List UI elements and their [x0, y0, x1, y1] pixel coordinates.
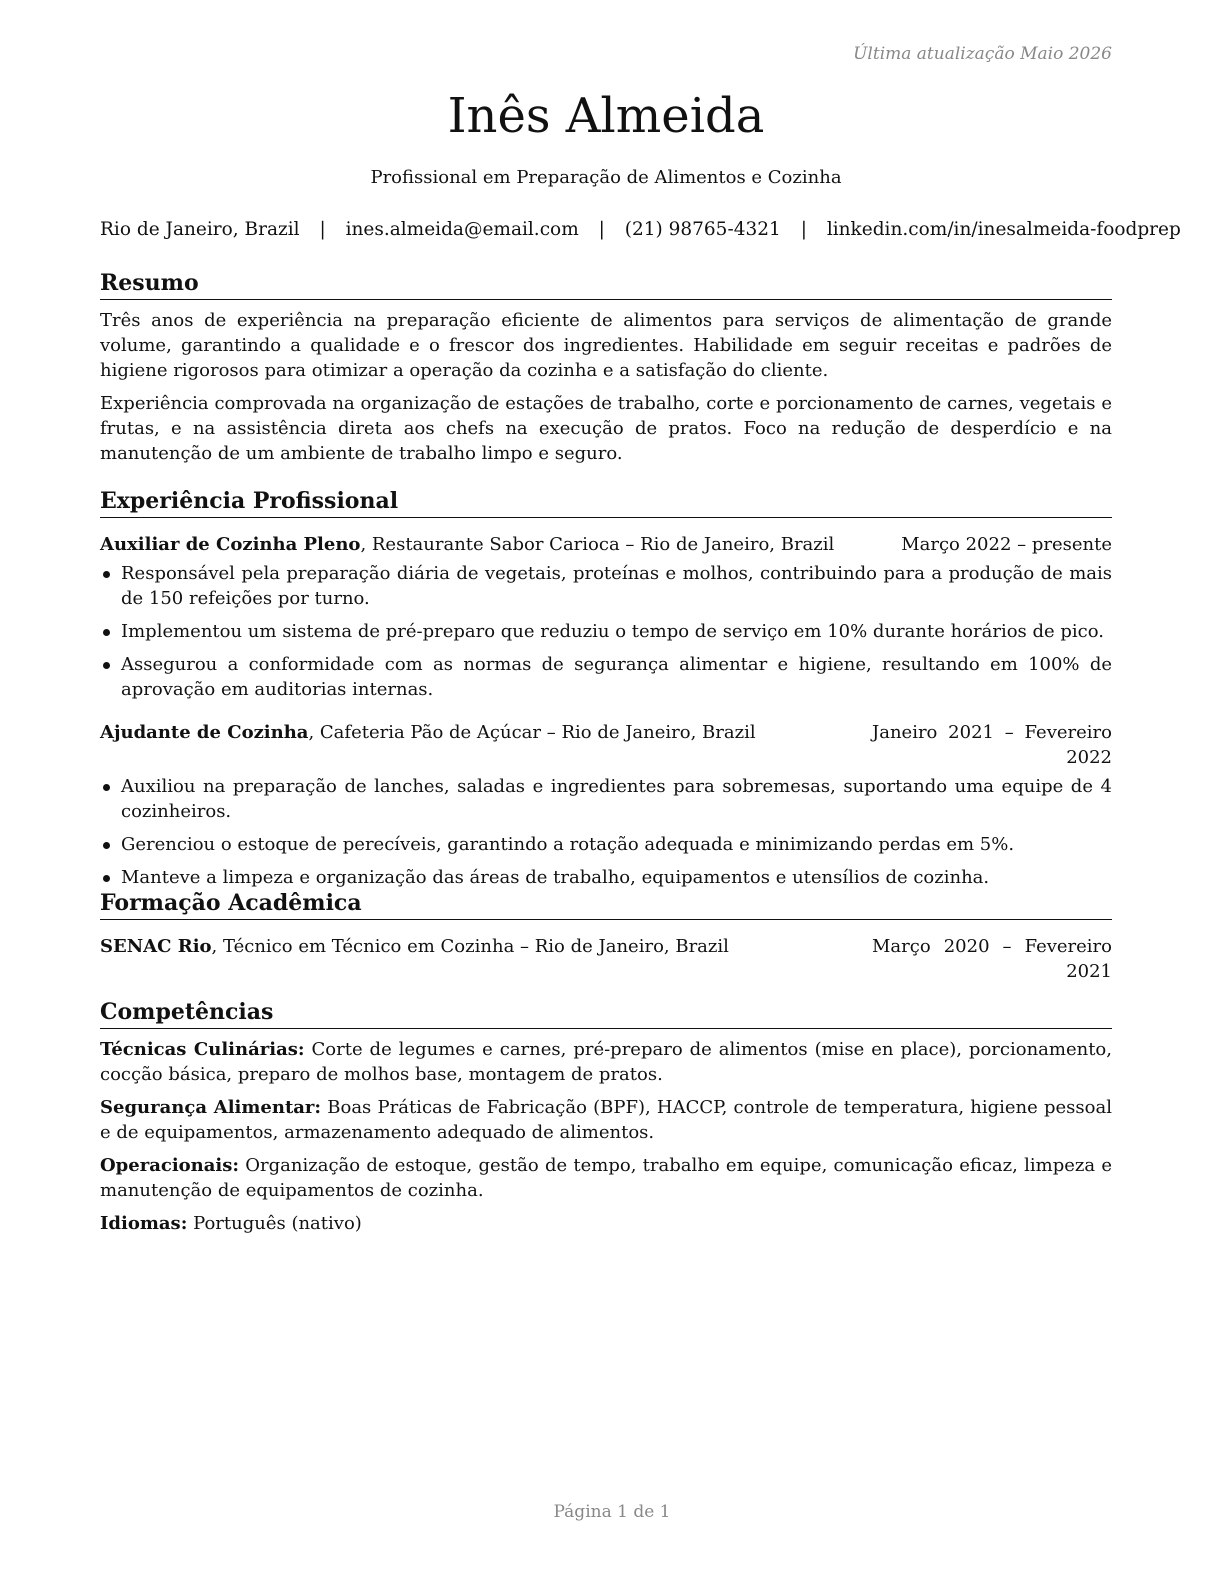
section-title-education: Formação Acadêmica — [100, 890, 1112, 920]
skill-label: Idiomas: — [100, 1212, 188, 1234]
education-dates: Março 2020 – Fevereiro 2021 — [872, 935, 1112, 982]
section-title-summary: Resumo — [100, 270, 1112, 300]
education-entry — [100, 934, 1112, 984]
bullet-icon — [103, 571, 110, 578]
job-role: Auxiliar de Cozinha Pleno — [100, 533, 361, 555]
job-dates: Março 2022 – presente — [901, 533, 1112, 555]
summary-section — [100, 270, 1112, 466]
job-company: , Cafeteria Pão de Açúcar – Rio de Janeiro, Brazil — [308, 721, 756, 743]
school-detail: , Técnico em Técnico em Cozinha – Rio de Janeiro, Brazil — [211, 935, 729, 957]
candidate-name: Inês Almeida — [447, 88, 765, 144]
contact-separator: | — [800, 219, 807, 240]
bullet-icon — [103, 842, 110, 849]
job-header — [100, 532, 1112, 557]
contact-line — [100, 218, 1181, 242]
last-updated: Última atualização Maio 2026 — [853, 44, 1112, 64]
skill-label: Segurança Alimentar: — [100, 1096, 322, 1118]
job-entry — [100, 532, 1112, 702]
list-item: Auxiliou na preparação de lanches, saladas e ingredientes para sobremesas, suportando uma equipe de 4 cozinheiros. — [100, 774, 1112, 824]
contact-phone: (21) 98765-4321 — [624, 219, 781, 240]
job-bullets — [100, 561, 1112, 702]
experience-section — [100, 488, 1112, 898]
contact-location: Rio de Janeiro, Brazil — [100, 219, 300, 240]
summary-paragraph: Três anos de experiência na preparação eficiente de alimentos para serviços de alimentação de grande volume, garantindo a qualidade e o frescor dos ingredientes. Habilidade em seguir receitas e padrões de higiene rigorosos para otimizar a operação da cozinha e a satisfação do cliente. — [100, 309, 1112, 381]
list-item: Gerenciou o estoque de perecíveis, garantindo a rotação adequada e minimizando perdas em 5%. — [100, 832, 1112, 857]
skill-label: Técnicas Culinárias: — [100, 1038, 305, 1060]
bullet-icon — [103, 784, 110, 791]
job-header — [100, 720, 1112, 770]
school-name: SENAC Rio — [100, 935, 212, 957]
bullet-icon — [103, 875, 110, 882]
job-bullets — [100, 774, 1112, 890]
summary-paragraph: Experiência comprovada na organização de estações de trabalho, corte e porcionamento de carnes, vegetais e frutas, e na assistência direta aos chefs na execução de pratos. Foco na redução de desperdício e na manutenção de um ambiente de trabalho limpo e seguro. — [100, 392, 1112, 464]
contact-email[interactable]: ines.almeida@email.com — [345, 219, 579, 240]
job-dates: Janeiro 2021 – Fevereiro 2022 — [872, 721, 1112, 768]
contact-linkedin[interactable]: linkedin.com/in/inesalmeida-foodprep — [826, 219, 1181, 240]
candidate-subtitle: Profissional em Preparação de Alimentos e Cozinha — [370, 167, 842, 188]
skill-item: Idiomas: Português (nativo) — [100, 1212, 362, 1234]
bullet-icon — [103, 662, 110, 669]
job-company: , Restaurante Sabor Carioca – Rio de Janeiro, Brazil — [360, 533, 835, 555]
skill-item: Técnicas Culinárias: Corte de legumes e carnes, pré-preparo de alimentos (mise en place), porcionamento, cocção básica, preparo de molhos base, montagem de pratos. — [100, 1038, 1112, 1085]
section-title-experience: Experiência Profissional — [100, 488, 1112, 518]
job-role: Ajudante de Cozinha — [100, 721, 309, 743]
list-item: Manteve a limpeza e organização das áreas de trabalho, equipamentos e utensílios de cozinha. — [100, 865, 1112, 890]
skill-label: Operacionais: — [100, 1154, 240, 1176]
list-item: Responsável pela preparação diária de vegetais, proteínas e molhos, contribuindo para a produção de mais de 150 refeições por turno. — [100, 561, 1112, 611]
section-title-skills: Competências — [100, 999, 1112, 1029]
skills-section — [100, 999, 1112, 1236]
list-item: Implementou um sistema de pré-preparo que reduziu o tempo de serviço em 10% durante horários de pico. — [100, 619, 1112, 644]
contact-separator: | — [319, 219, 326, 240]
bullet-icon — [103, 629, 110, 636]
skill-item: Segurança Alimentar: Boas Práticas de Fabricação (BPF), HACCP, controle de temperatura, higiene pessoal e de equipamentos, armazenamento adequado de alimentos. — [100, 1096, 1112, 1143]
job-entry — [100, 720, 1112, 890]
page-number: Página 1 de 1 — [553, 1502, 671, 1522]
contact-separator: | — [598, 219, 605, 240]
skill-item: Operacionais: Organização de estoque, gestão de tempo, trabalho em equipe, comunicação eficaz, limpeza e manutenção de equipamentos de cozinha. — [100, 1154, 1112, 1201]
education-section — [100, 890, 1112, 984]
list-item: Assegurou a conformidade com as normas de segurança alimentar e higiene, resultando em 100% de aprovação em auditorias internas. — [100, 652, 1112, 702]
